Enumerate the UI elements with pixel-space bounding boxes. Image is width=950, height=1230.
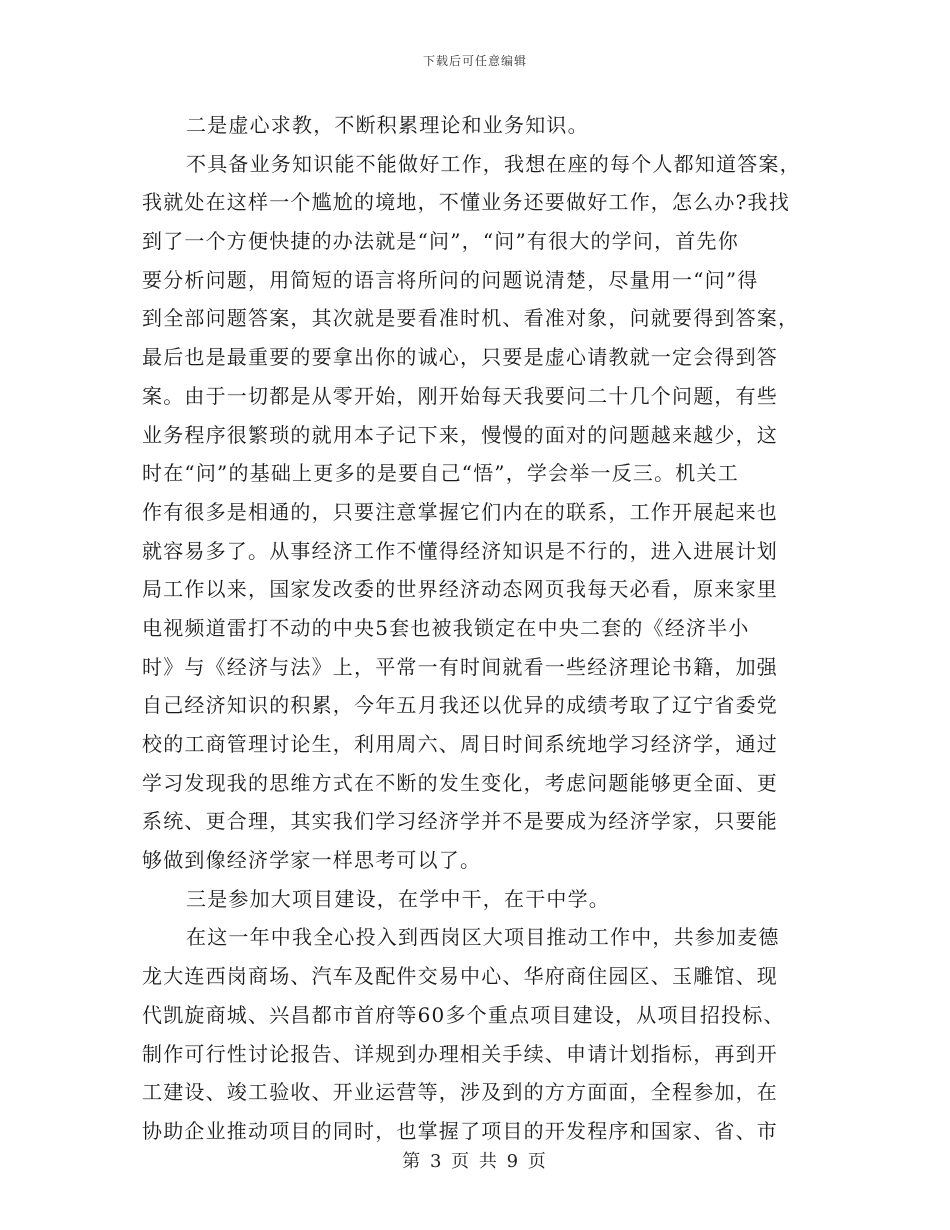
text-line: 我就处在这样一个尴尬的境地，不懂业务还要做好工作，怎么办?我找 bbox=[142, 190, 790, 215]
text-line: 校的工商管理讨论生，利用周六、周日时间系统地学习经济学，通过 bbox=[142, 732, 778, 756]
text-line: 电视频道雷打不动的中央5套也被我锁定在中央二套的《经济半小 bbox=[142, 615, 750, 640]
body-text bbox=[142, 106, 807, 1151]
page-header: 下载后可任意编辑 bbox=[422, 54, 527, 68]
text-line: 案。由于一切都是从零开始，刚开始每天我要问二十几个问题，有些 bbox=[142, 383, 778, 408]
text-line: 时在“问”的基础上更多的是要自己“悟”，学会举一反三。机关工 bbox=[142, 461, 739, 486]
text-line: 协助企业推动项目的同时，也掌握了项目的开发程序和国家、省、市 bbox=[142, 1118, 778, 1143]
text-line: 学习发现我的思维方式在不断的发生变化，考虑问题能够更全面、更 bbox=[142, 770, 778, 795]
text-line: 在这一年中我全心投入到西岗区大项目推动工作中，共参加麦德 bbox=[186, 925, 780, 950]
text-line: 到全部问题答案，其次就是要看准时机、看准对象，问就要得到答案， bbox=[142, 306, 800, 331]
text-line: 制作可行性讨论报告、详规到办理相关手续、申请计划指标，再到开 bbox=[142, 1041, 778, 1066]
text-line: 自己经济知识的积累，今年五月我还以优异的成绩考取了辽宁省委党 bbox=[142, 693, 778, 718]
text-line: 工建设、竣工验收、开业运营等，涉及到的方方面面，全程参加，在 bbox=[142, 1080, 778, 1105]
text-line: 要分析问题，用简短的语言将所问的问题说清楚，尽量用一“问”得 bbox=[142, 267, 759, 292]
text-line: 二是虚心求教，不断积累理论和业务知识。 bbox=[186, 113, 589, 137]
text-line: 作有很多是相通的，只要注意掌握它们内在的联系，工作开展起来也 bbox=[142, 499, 778, 524]
text-line: 系统、更合理，其实我们学习经济学并不是要成为经济学家，只要能 bbox=[142, 809, 778, 834]
text-line: 时》与《经济与法》上，平常一有时间就看一些经济理论书籍，加强 bbox=[142, 654, 778, 679]
text-line: 就容易多了。从事经济工作不懂得经济知识是不行的，进入进展计划 bbox=[142, 538, 778, 563]
text-line: 最后也是最重要的要拿出你的诚心，只要是虚心请教就一定会得到答 bbox=[142, 345, 778, 370]
text-line: 够做到像经济学家一样思考可以了。 bbox=[142, 848, 482, 873]
text-line: 三是参加大项目建设，在学中干，在干中学。 bbox=[186, 886, 610, 911]
text-line: 到了一个方便快捷的办法就是“问”，“问”有很大的学问，首先你 bbox=[142, 229, 739, 254]
text-line: 代凯旋商城、兴昌都市首府等60多个重点项目建设，从项目招投标、 bbox=[142, 1002, 785, 1027]
text-line: 局工作以来，国家发改委的世界经济动态网页我每天必看，原来家里 bbox=[142, 577, 778, 602]
text-line: 不具备业务知识能不能做好工作，我想在座的每个人都知道答案， bbox=[186, 151, 801, 176]
text-line: 龙大连西岗商场、汽车及配件交易中心、华府商住园区、玉雕馆、现 bbox=[142, 964, 778, 989]
page-footer: 第 3 页 共 9 页 bbox=[402, 1151, 548, 1172]
text-line: 业务程序很繁琐的就用本子记下来，慢慢的面对的问题越来越少，这 bbox=[142, 422, 778, 447]
